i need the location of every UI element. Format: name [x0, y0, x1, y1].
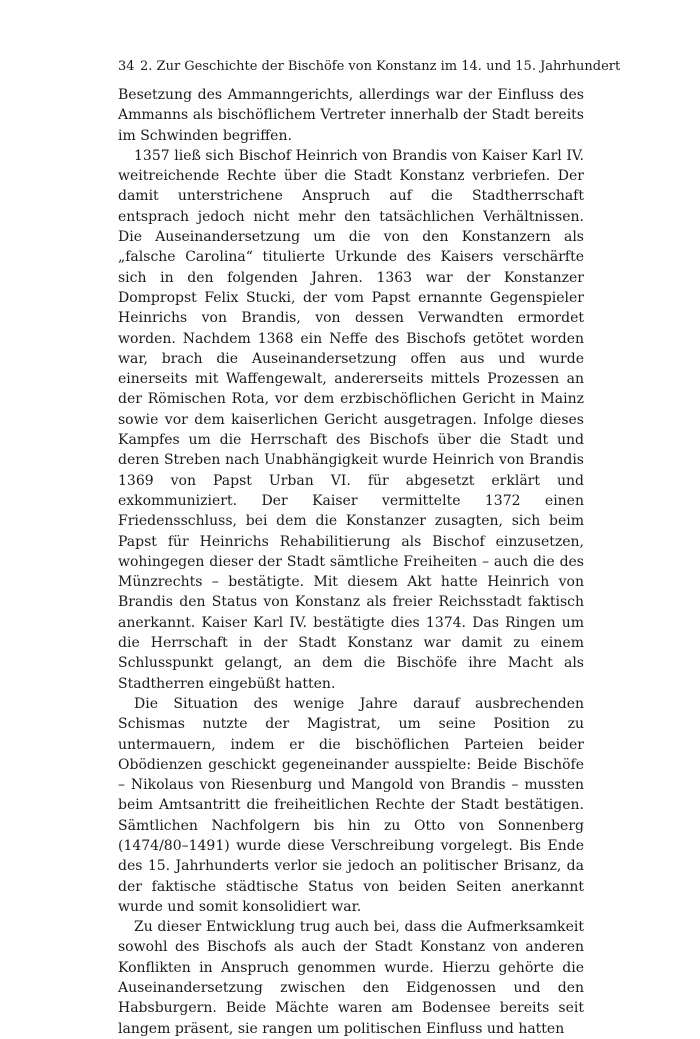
book-page	[118, 58, 621, 1039]
paragraph: Die Situation des wenige Jahre darauf ausbrechenden Schismas nutzte der Magistrat, um seine Position zu untermauern, indem er die bischöflichen Parteien beider Obödienzen geschickt gegeneinander ausspielte: Beide Bischöfe – Nikolaus von Riesenburg und Mangold von Brandis – mussten beim Amtsantritt die freiheitlichen Rechte der Stadt bestätigen. Sämtlichen Nachfolgern bis hin zu Otto von Sonnenberg (1474/80–1491) wurde diese Verschreibung vorgelegt. Bis Ende des 15. Jahrhunderts verlor sie jedoch an politischer Brisanz, da der faktische städtische Status von beiden Seiten anerkannt wurde und somit konsolidiert war.	[118, 695, 584, 915]
chapter-title: 2. Zur Geschichte der Bischöfe von Konstanz im 14. und 15. Jahrhundert	[140, 59, 621, 74]
paragraph-continuation: Besetzung des Ammanngerichts, allerdings war der Einfluss des Ammanns als bischöflichem Vertreter innerhalb der Stadt bereits im Schwinden begriffen.	[118, 87, 584, 144]
running-header	[118, 58, 621, 76]
body-text	[118, 85, 584, 1039]
paragraph: Zu dieser Entwicklung trug auch bei, dass die Aufmerksamkeit sowohl des Bischofs als auch der Stadt Konstanz von anderen Konflikten in Anspruch genommen wurde. Hierzu gehörte die Auseinandersetzung zwischen den Eidgenossen und den Habsburgern. Beide Mächte waren am Bodensee bereits seit langem präsent, sie rangen um politischen Einfluss und hatten	[118, 919, 584, 1037]
paragraph: 1357 ließ sich Bischof Heinrich von Brandis von Kaiser Karl IV. weitreichende Rechte über die Stadt Konstanz verbriefen. Der damit unterstrichene Anspruch auf die Stadtherrschaft entsprach jedoch nicht mehr den tatsächlichen Verhältnissen. Die Auseinandersetzung um die von den Konstanzern als „falsche Carolina“ titulierte Urkunde des Kaisers verschärfte sich in den folgenden Jahren. 1363 war der Konstanzer Dompropst Felix Stucki, der vom Papst ernannte Gegenspieler Heinrichs von Brandis, von dessen Verwandten ermordet worden. Nachdem 1368 ein Neffe des Bischofs getötet worden war, brach die Auseinandersetzung offen aus und wurde einerseits mit Waffengewalt, andererseits mittels Prozessen an der Römischen Rota, vor dem erzbischöflichen Gericht in Mainz sowie vor dem kaiserlichen Gericht ausgetragen. Infolge dieses Kampfes um die Herrschaft des Bischofs über die Stadt und deren Streben nach Unabhängigkeit wurde Heinrich von Brandis 1369 von Papst Urban VI. für abgesetzt erklärt und exkommuniziert. Der Kaiser vermittelte 1372 einen Friedensschluss, bei dem die Konstanzer zusagten, sich beim Papst für Heinrichs Rehabilitierung als Bischof einzusetzen, wohingegen dieser der Stadt sämtliche Freiheiten – auch die des Münzrechts – bestätigte. Mit diesem Akt hatte Heinrich von Brandis den Status von Konstanz als freier Reichsstadt faktisch anerkannt. Kaiser Karl IV. bestätigte dies 1374. Das Ringen um die Herrschaft in der Stadt Konstanz war damit zu einem Schlusspunkt gelangt, an dem die Bischöfe ihre Macht als Stadtherren eingebüßt hatten.	[118, 147, 584, 692]
page-number: 34	[118, 59, 135, 74]
